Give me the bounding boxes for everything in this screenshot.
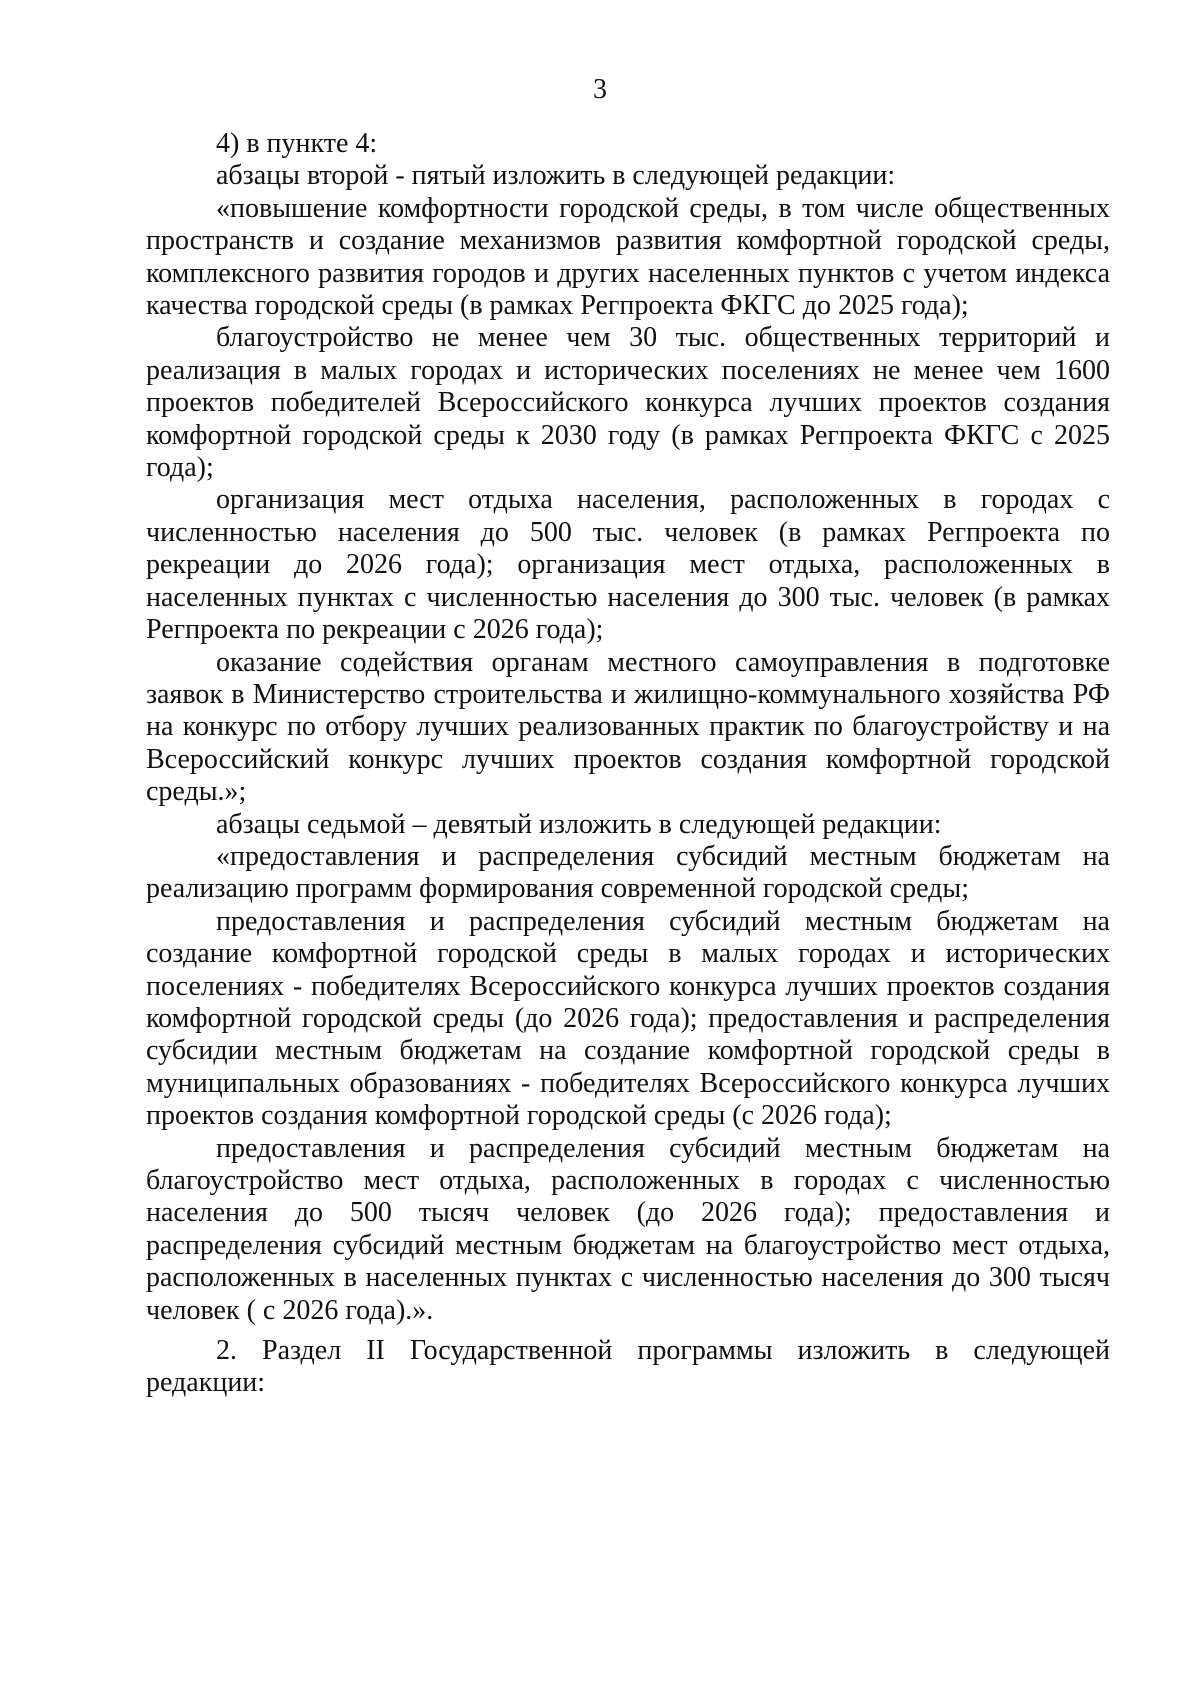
paragraph-local-government-support: оказание содействия органам местного самоуправления в подготовке заявок в Министерство строительства и жилищно-коммунального хозяйства РФ на конкурс по отбору лучших реализованных практик по благоустройству и на Всероссийский конкурс лучших проектов создания комфортной городской среды.»; [146, 646, 1110, 808]
document-body [146, 128, 1110, 1400]
paragraph-paragraphs-2-5-intro: абзацы второй - пятый изложить в следующей редакции: [216, 160, 896, 192]
paragraph-subsidies-small-towns: предоставления и распределения субсидий местным бюджетам на создание комфортной городской среды в малых городах и исторических поселениях - победителях Всероссийского конкурса лучших проектов создания комфортной городской среды (до 2026 года); предоставления и распределения субсидии местным бюджетам на создание комфортной городской среды в муниципальных образованиях - победителях Всероссийского конкурса лучших проектов создания комфортной городской среды (с 2026 года); [146, 905, 1110, 1132]
page-number: 3 [593, 74, 607, 105]
paragraph-recreation-places: организация мест отдыха населения, расположенных в городах с численностью населения до 500 тыс. человек (в рамках Регпроекта по рекреации до 2026 года); организация мест отдыха, расположенных в населенных пунктах с численностью населения до 300 тыс. человек (в рамках Регпроекта по рекреации с 2026 года); [146, 484, 1110, 646]
paragraph-subsidies-programs: «предоставления и распределения субсидий местным бюджетам на реализацию программ формирования современной городской среды; [146, 840, 1110, 905]
paragraph-public-territories: благоустройство не менее чем 30 тыс. общественных территорий и реализация в малых городах и исторических поселениях не менее чем 1600 проектов победителей Всероссийского конкурса лучших проектов создания комфортной городской среды к 2030 году (в рамках Регпроекта ФКГС с 2025 года); [146, 322, 1110, 484]
paragraph-subsidies-recreation: предоставления и распределения субсидий местным бюджетам на благоустройство мест отдыха, расположенных в городах с численностью населения до 500 тысяч человек (до 2026 года); предоставления и распределения субсидий местным бюджетам на благоустройство мест отдыха, расположенных в населенных пунктах с численностью населения до 300 тысяч человек ( с 2026 года).». [146, 1132, 1110, 1326]
paragraph-subitem-4: 4) в пункте 4: [216, 128, 378, 159]
paragraph-section-2: 2. Раздел II Государственной программы изложить в следующей редакции: [146, 1335, 1110, 1399]
paragraph-paragraphs-7-9-intro: абзацы седьмой – девятый изложить в следующей редакции: [216, 808, 942, 840]
paragraph-urban-comfort: «повышение комфортности городской среды, в том числе общественных пространств и создание механизмов развития комфортной городской среды, комплексного развития городов и других населенных пунктов с учетом индекса качества городской среды (в рамках Регпроекта ФКГС до 2025 года); [146, 192, 1110, 322]
